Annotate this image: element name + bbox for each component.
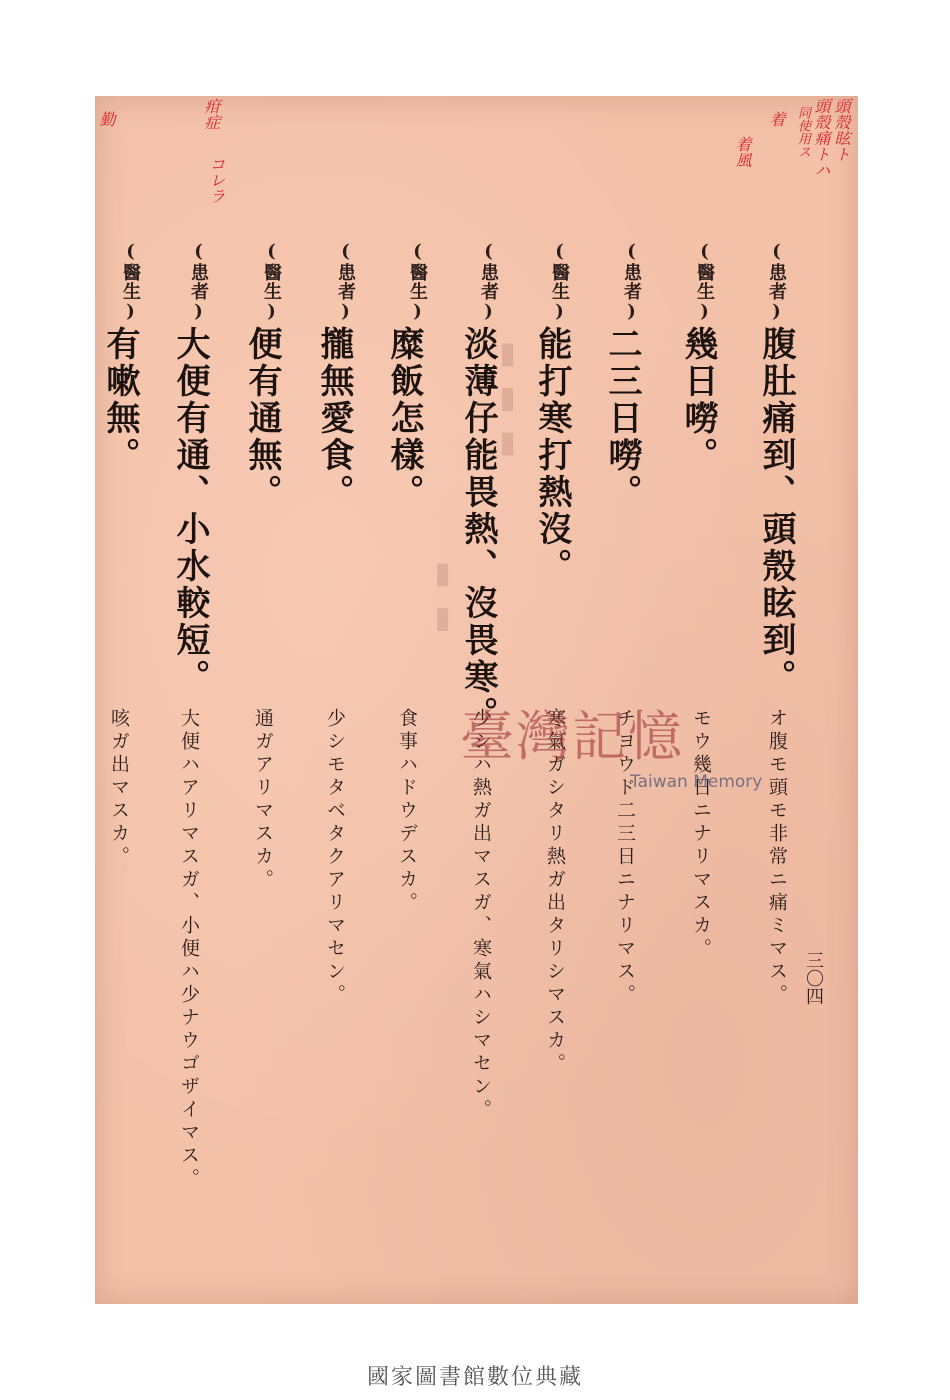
taiwanese-line: 能打寒打熱沒。 xyxy=(532,326,572,585)
taiwanese-line: 幾日嘮。 xyxy=(678,326,718,474)
taiwanese-line: 腹肚痛到、頭殼眩到。 xyxy=(756,326,796,696)
japanese-translation: 少シハ熱ガ出マスガ、寒氣ハシマセン。 xyxy=(470,708,492,1122)
japanese-translation: 通ガアリマスカ。 xyxy=(252,708,274,892)
speaker-label: (醫生) xyxy=(120,241,141,323)
book-page xyxy=(95,96,858,1304)
handwritten-annotation: コレラ xyxy=(207,156,226,204)
taiwanese-line: 便有通無。 xyxy=(242,326,282,511)
japanese-translation: 少シモタベタクアリマセン。 xyxy=(324,708,346,1007)
page-number: 三〇四 xyxy=(803,951,824,1005)
taiwanese-line: 攏無愛食。 xyxy=(314,326,354,511)
handwritten-annotation: 頭殼眩ト xyxy=(832,98,851,162)
japanese-translation: 寒氣ガシタリ熱ガ出タリシマスカ。 xyxy=(544,708,566,1076)
taiwanese-line: 二三日嘮。 xyxy=(602,326,642,511)
handwritten-annotation: 着 xyxy=(767,111,786,127)
speaker-label: (患者) xyxy=(188,241,209,323)
speaker-label: (患者) xyxy=(478,241,499,323)
taiwanese-line: 糜飯怎樣。 xyxy=(384,326,424,511)
speaker-label: (患者) xyxy=(621,241,642,323)
watermark-subtitle: Taiwan Memory xyxy=(630,772,763,792)
taiwan-memory-watermark xyxy=(460,694,790,804)
handwritten-annotation: 頭殼痛トハ xyxy=(812,98,831,178)
handwritten-annotation: 着風 xyxy=(733,136,752,168)
taiwanese-line: 大便有通、小水較短。 xyxy=(170,326,210,696)
speaker-label: (醫生) xyxy=(694,241,715,323)
taiwanese-line: 淡薄仔能畏熱、沒畏寒。 xyxy=(458,326,498,733)
bleed-through-text: ▮ ▮ xyxy=(425,556,460,636)
speaker-label: (醫生) xyxy=(407,241,428,323)
speaker-label: (患者) xyxy=(766,241,787,323)
japanese-translation: オ腹モ頭モ非常ニ痛ミマス。 xyxy=(766,708,788,1007)
handwritten-annotation: 同使用ス xyxy=(795,106,810,158)
japanese-translation: モウ幾日ニナリマスカ。 xyxy=(690,708,712,961)
handwritten-annotation: 勤 xyxy=(97,111,116,127)
japanese-translation: チヨウド二三日ニナリマス。 xyxy=(614,708,636,1007)
taiwanese-line: 有嗽無。 xyxy=(100,326,140,474)
bleed-through-text: ▮ ▮ ▮ xyxy=(490,336,525,461)
speaker-label: (醫生) xyxy=(549,241,570,323)
japanese-translation: 咳ガ出マスカ。 xyxy=(108,708,130,869)
watermark-title: 臺灣記憶 xyxy=(460,705,684,768)
speaker-label: (患者) xyxy=(335,241,356,323)
speaker-label: (醫生) xyxy=(261,241,282,323)
japanese-translation: 食事ハドウデスカ。 xyxy=(396,708,418,915)
japanese-translation: 大便ハアリマスガ、小便ハ少ナウゴザイマス。 xyxy=(178,708,200,1191)
handwritten-annotation: 疳症 xyxy=(202,98,221,130)
footer-caption: 國家圖書館數位典藏 xyxy=(366,1365,583,1390)
